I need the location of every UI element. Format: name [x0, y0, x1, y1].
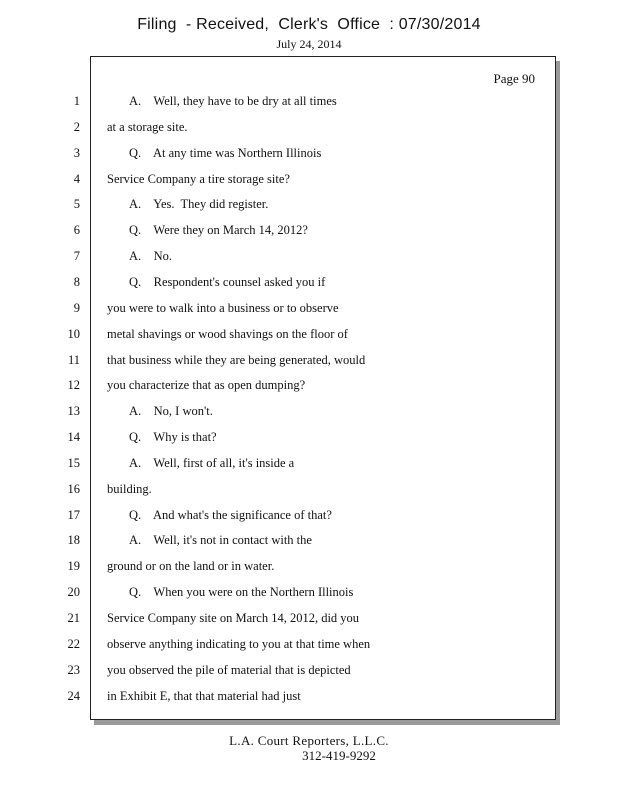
line-number: 16	[67, 482, 80, 496]
line-number: 9	[73, 301, 80, 315]
transcript-line-text: building.	[107, 482, 152, 496]
transcript-line-text: Q. When you were on the Northern Illinois	[129, 585, 354, 599]
line-number: 12	[67, 378, 80, 392]
line-number: 24	[67, 689, 80, 703]
transcript-line-text: that business while they are being generated, would	[107, 353, 366, 367]
transcript-line-text: Q. And what's the significance of that?	[129, 508, 332, 522]
transcript-line-text: you were to walk into a business or to observe	[107, 301, 339, 315]
filing-stamp-header: Filing - Received, Clerk's Office : 07/30/2014	[137, 16, 481, 33]
line-number: 15	[67, 456, 80, 470]
transcript-line-text: A. Yes. They did register.	[129, 197, 269, 211]
line-number: 5	[73, 197, 80, 211]
transcript-line-text: Service Company site on March 14, 2012, did you	[107, 611, 360, 625]
line-number: 22	[67, 637, 80, 651]
line-number: 13	[67, 404, 80, 418]
line-number: 21	[67, 611, 80, 625]
transcript-line-text: A. No.	[129, 249, 173, 263]
transcript-line-text: A. Well, they have to be dry at all times	[129, 94, 337, 108]
transcript-line-text: you observed the pile of material that is depicted	[107, 663, 351, 677]
transcript-line-text: Q. Why is that?	[129, 430, 217, 444]
court-reporter-name: L.A. Court Reporters, L.L.C.	[229, 733, 389, 748]
line-number: 7	[73, 249, 80, 263]
line-number: 4	[73, 172, 80, 186]
line-number: 3	[73, 146, 80, 160]
transcript-line-text: observe anything indicating to you at that time when	[107, 637, 371, 651]
deposition-date: July 24, 2014	[276, 37, 342, 51]
transcript-line-text: at a storage site.	[107, 120, 188, 134]
line-number: 19	[67, 559, 80, 573]
line-number: 23	[67, 663, 80, 677]
line-number: 18	[67, 533, 80, 547]
transcript-line-text: A. Well, it's not in contact with the	[129, 533, 312, 547]
transcript-line-text: A. No, I won't.	[129, 404, 213, 418]
line-number: 10	[67, 327, 80, 341]
page-number: Page 90	[493, 71, 535, 86]
line-number: 17	[67, 508, 80, 522]
court-reporter-phone: 312-419-9292	[302, 748, 376, 763]
transcript-line-text: Q. Were they on March 14, 2012?	[129, 223, 308, 237]
line-number: 1	[73, 94, 80, 108]
transcript-line-text: Q. At any time was Northern Illinois	[129, 146, 322, 160]
transcript-line-text: you characterize that as open dumping?	[107, 378, 306, 392]
line-number: 2	[73, 120, 80, 134]
line-number: 14	[67, 430, 80, 444]
line-number: 20	[67, 585, 80, 599]
transcript-line-text: ground or on the land or in water.	[107, 559, 275, 573]
transcript-line-text: metal shavings or wood shavings on the floor of	[107, 327, 348, 341]
line-number: 8	[73, 275, 80, 289]
transcript-line-text: Service Company a tire storage site?	[107, 172, 290, 186]
transcript-line-text: Q. Respondent's counsel asked you if	[129, 275, 326, 289]
line-number: 6	[73, 223, 80, 237]
transcript-line-text: A. Well, first of all, it's inside a	[129, 456, 295, 470]
line-number: 11	[67, 353, 80, 367]
transcript-line-text: in Exhibit E, that that material had just	[107, 689, 301, 703]
